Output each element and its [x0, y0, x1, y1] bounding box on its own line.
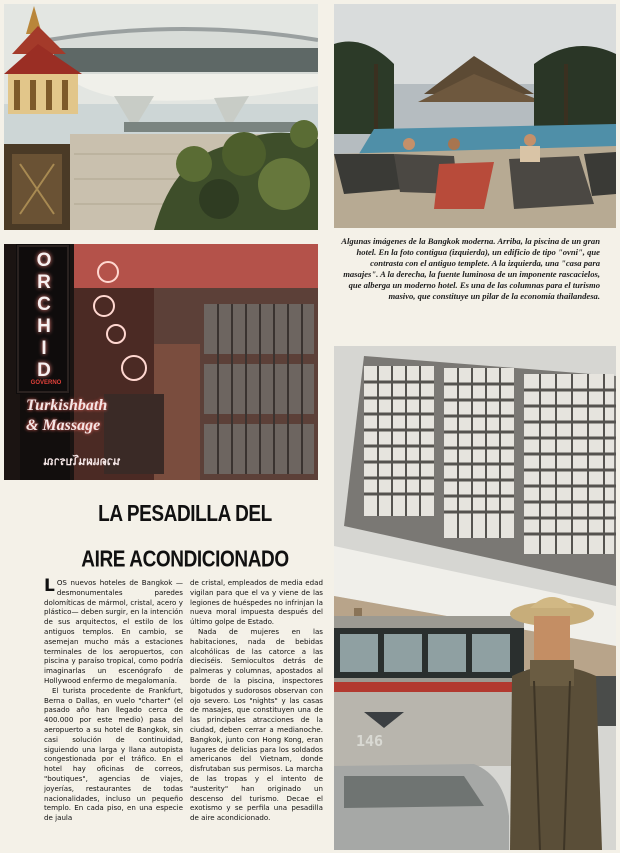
- thai-sign-text: นวดแผนโบราณ: [43, 455, 121, 468]
- headline-line-2: AIRE ACONDICIONADO: [81, 547, 289, 573]
- sign-letter-i: I: [41, 338, 47, 359]
- sign-letter-h: H: [37, 316, 51, 337]
- orchid-vertical-sign: [26, 250, 62, 382]
- sign-turkishbath-text: Turkishbath: [26, 397, 108, 414]
- photo-skyscraper-street: [334, 346, 616, 850]
- turkishbath-sign: [26, 396, 136, 436]
- sign-letter-c: C: [37, 294, 51, 315]
- article-paragraph: Nada de mujeres en las habitaciones, nada de bebidas alcohólicas de las catorce a las dieciséis. Semiocultos detrás de palmeras y columnas, apostados al borde de la piscina, inspectores bigotudos y sudorosos observan con ojo severo. Los "nights" y las casas de masajes, que constituyen una de las principales atracciones de la ciudad, deben cerrar a medianoche. Bangkok, junto con Hong Kong, eran lugares de delicias para los soldados americanos del Vietnam, donde disfrutaban sus permisos. La marcha de las tropas y el intento de "austerity" han originado un descenso del turismo. Decae el exotismo y se perfila una pesadilla de aire acondicionado.: [190, 626, 323, 823]
- article-paragraph: El turista procedente de Frankfurt, Berna o Dallas, en vuelo "charter" (el pasado año han llegado cerca de 400.000 por este medio) pasa del aeropuerto a su hotel de Bangkok, sin casi solución de continuidad, siguiendo una larga y llana autopista congestionada por el tráfico. En el hotel hay oficinas de correos, "boutiques", agencias de viajes, joyerías, restaurantes de todas nacionalidades, incluso un pequeño templo. En cada piso, en una especie de jaula: [44, 685, 183, 823]
- headline-line-1: LA PESADILLA DEL: [98, 501, 272, 527]
- photo-temple-saucer-building: [4, 4, 318, 230]
- sign-letter-d: D: [37, 360, 51, 381]
- sign-massage-text: & Massage: [26, 417, 101, 434]
- sign-letter-o: O: [36, 250, 52, 271]
- drop-cap: L: [44, 576, 55, 596]
- photo-massage-parlour-signs: [4, 244, 318, 480]
- photo-caption: Algunas imágenes de la Bangkok moderna. Arriba, la piscina de un gran hotel. En la foto contigua (izquierda), un edificio de tipo "ovni", que contrasta con el antiguo templete. A la izquierda, una "casa para masajes". A la derecha, la fuente luminosa de un imponente rascacielos, que alberga un moderno hotel. Es una de las columnas para el turismo masivo, que constituye un pilar de la economía thailandesa.: [341, 236, 600, 301]
- article-paragraph: de cristal, empleados de media edad vigilan para que el va y viene de las legiones de huéspedes no infrinjan la nueva moral impuesta después del último golpe de Estado.: [190, 578, 323, 627]
- sign-letter-r: R: [37, 272, 51, 293]
- article-column-1: [44, 578, 183, 823]
- sign-small-text: GOVERNO: [30, 380, 62, 386]
- photo-hotel-pool: [334, 4, 616, 228]
- article-column-2: [190, 578, 323, 823]
- article-paragraph-text: OS nuevos hoteles de Bangkok —desmonumentales paredes dolomíticas de mármol, cristal, acero y plástico— deben surgir, en la intención de sus arquitectos, el estilo de los antiguos templos. En cambio, se asemejan mucho más a estaciones terminales de los aeropuertos, con piscina y paraíso tropical, como podría imaginarlas un escenógrafo de Hollywood enfermo de megalomanía.: [44, 578, 183, 685]
- bus-number: 146: [356, 732, 384, 750]
- article-headline: [60, 492, 310, 583]
- article-paragraph: [44, 578, 183, 686]
